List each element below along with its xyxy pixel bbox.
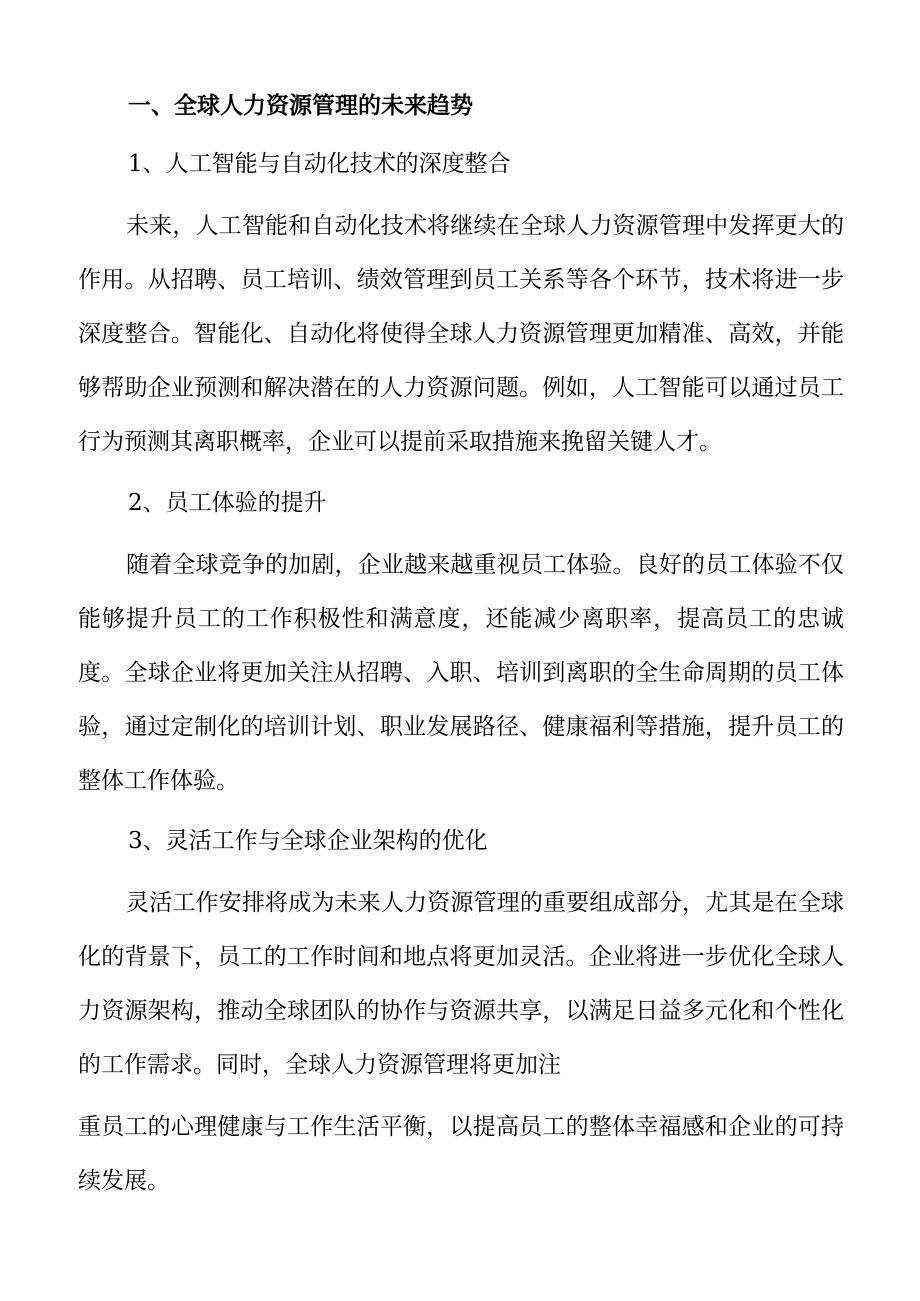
subsection-heading-1: 1、人工智能与自动化技术的深度整合 [128, 151, 511, 177]
subsection-body-3: 灵活工作安排将成为未来人力资源管理的重要组成部分，尤其是在全球化的背景下，员工的工作时间和地点将更加灵活。企业将进一步优化全球人力资源架构，推动全球团队的协作与资源共享，以满足日益多元化和个性化的工作需求。同时，全球人力资源管理将更加注 [78, 890, 844, 1078]
section-title: 一、全球人力资源管理的未来趋势 [128, 92, 473, 119]
subsection-heading-3: 3、灵活工作与全球企业架构的优化 [128, 828, 488, 854]
subsection-body-2: 随着全球竞争的加剧，企业越来越重视员工体验。良好的员工体验不仅能够提升员工的工作积极性和满意度，还能减少离职率，提高员工的忠诚度。全球企业将更加关注从招聘、入职、培训到离职的全生命周期的员工体验，通过定制化的培训计划、职业发展路径、健康福利等措施，提升员工的整体工作体验。 [78, 552, 844, 794]
subsection-body-3-continuation: 重员工的心理健康与工作生活平衡，以提高员工的整体幸福感和企业的可持续发展。 [78, 1114, 844, 1194]
subsection-heading-2: 2、员工体验的提升 [128, 490, 327, 516]
subsection-body-1: 未来，人工智能和自动化技术将继续在全球人力资源管理中发挥更大的作用。从招聘、员工培训、绩效管理到员工关系等各个环节，技术将进一步深度整合。智能化、自动化将使得全球人力资源管理更加精准、高效，并能够帮助企业预测和解决潜在的人力资源问题。例如，人工智能可以通过员工行为预测其离职概率，企业可以提前采取措施来挽留关键人才。 [78, 213, 844, 455]
